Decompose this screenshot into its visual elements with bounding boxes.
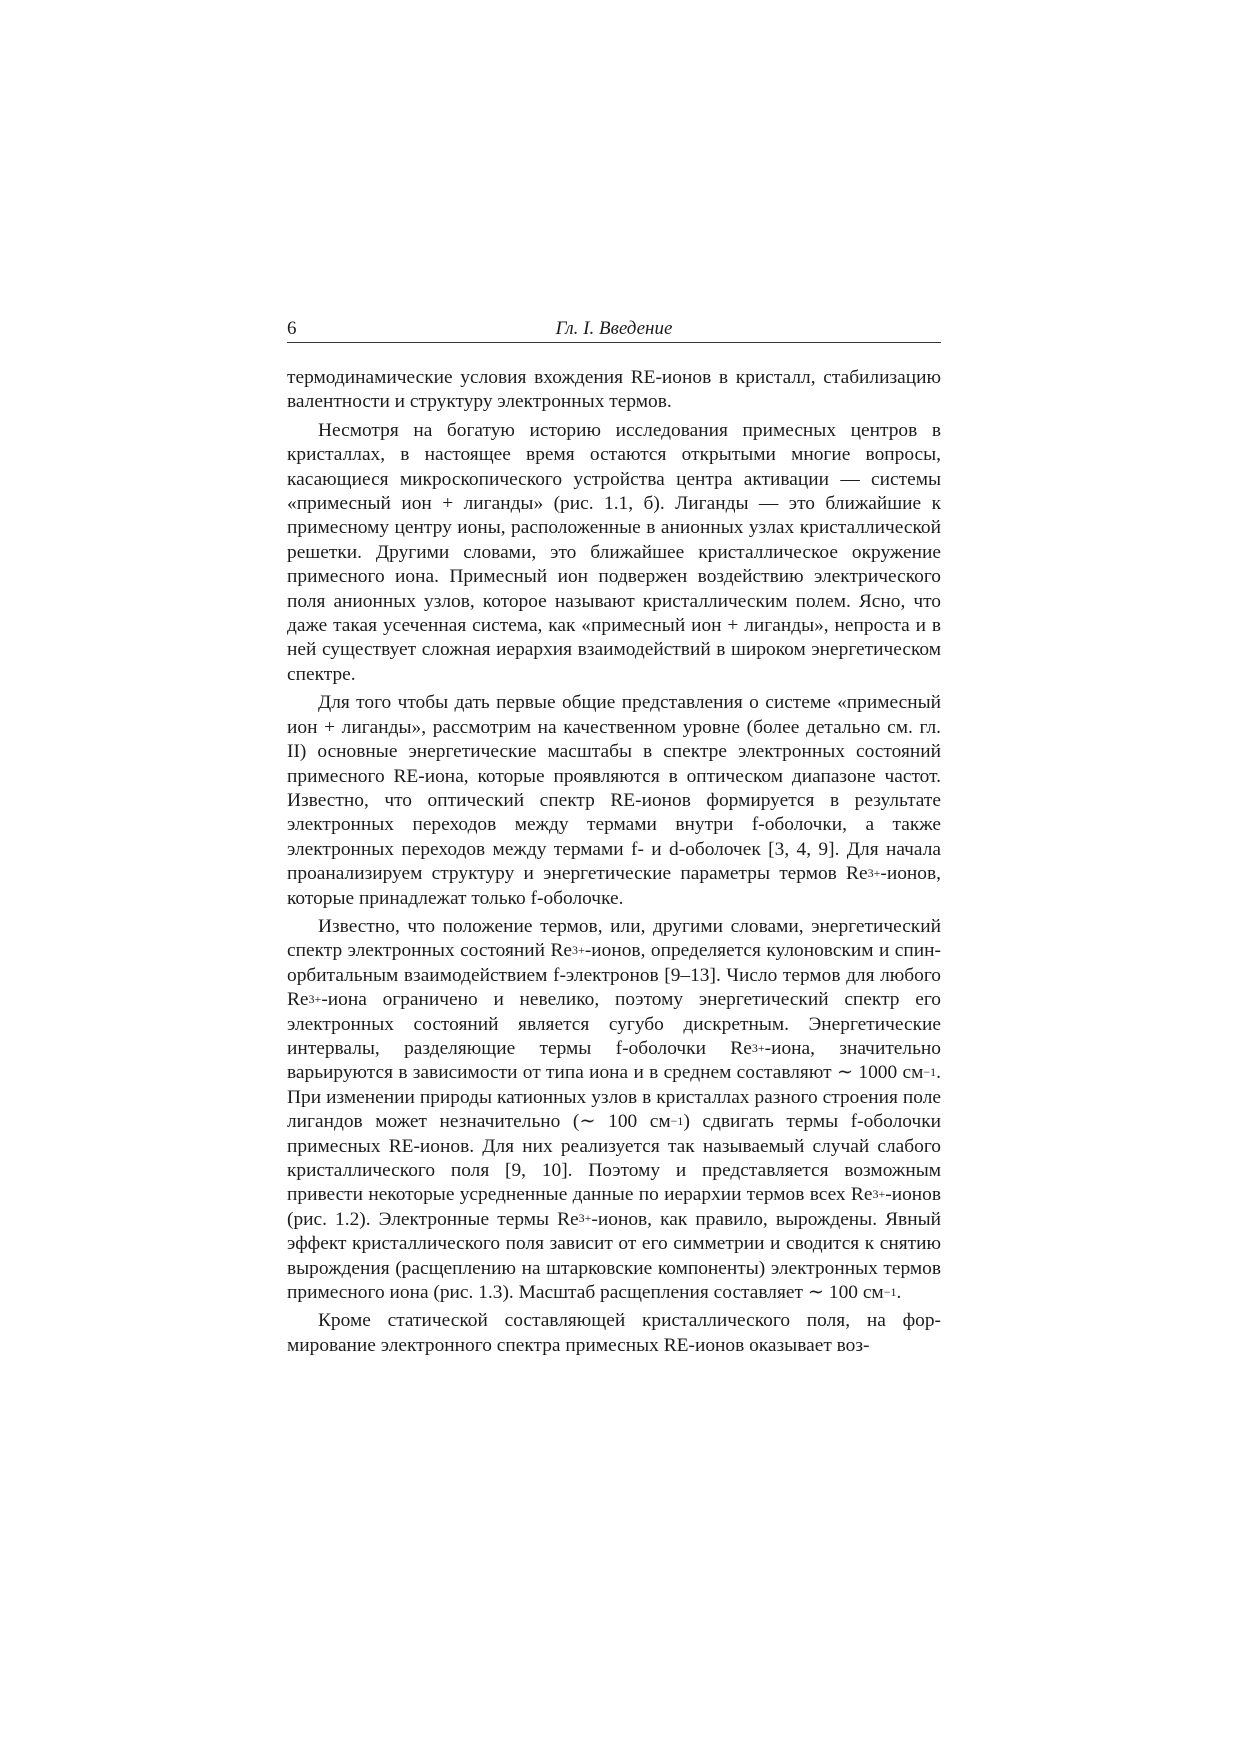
paragraph-4-seg: Известно, что положение термов, или, другими словами, энергетический спектр электронных состояний Re [287, 915, 941, 962]
superscript: 3+ [578, 1211, 592, 1226]
paragraph-4 [287, 915, 941, 1306]
paragraph-3-text: Для того чтобы дать первые общие представления о системе «примесный ион + лиганды», рассмотрим на качественном уровне (более детально см. гл. II) основные энергетические масштабы в спектре электронных состояний примесного RE-иона, которые проявляются в оптическом диапазоне частот. Известно, что оптический спектр RE-ионов формируется в результате электронных переходов между термами внутри f-оболочки, а также электронных переходов между термами f- и d-оболочек [3, 4, 9]. Для начала проанализируем структуру и энергетические параметры термов Re [287, 692, 941, 885]
paragraph-4-seg: ) сдвигать термы f-оболочки примесных RE-ионов. Для них реализуется так называемый случай слабого кристаллического поля [9, 10]. Поэтому и представляется возможным привести некоторые усредненные данные по иерархии термов всех Re [287, 1111, 941, 1206]
paragraph-4-seg: . [896, 1282, 902, 1304]
superscript: −1 [923, 1064, 937, 1079]
paragraph-5-text: Кроме статической составляющей кристаллического поля, на формирование электронного спектра примесных RE-ионов оказывает воз- [287, 1310, 941, 1356]
body-text [287, 366, 941, 1362]
superscript: −1 [883, 1284, 897, 1299]
paragraph-4-seg: -ионов, как правило, вырождены. Явный эффект кристаллического поля зависит от его симметрии и сводится к снятию вырождения (расщеплению на штарковские компоненты) электронных термов примесного иона (рис. 1.3). Масштаб расщепления составляет ∼ 100 см [287, 1208, 941, 1304]
superscript: −1 [670, 1113, 684, 1128]
running-header [287, 318, 941, 343]
paragraph-1 [287, 366, 941, 415]
superscript: 3+ [872, 1187, 886, 1202]
superscript: 3+ [751, 1040, 765, 1055]
paragraph-5 [287, 1309, 941, 1358]
paragraph-3 [287, 691, 941, 911]
superscript: 3+ [867, 865, 881, 880]
superscript: 3+ [308, 991, 322, 1006]
chapter-title: Гл. I. Введение [555, 318, 673, 339]
superscript: 3+ [572, 942, 585, 957]
paragraph-3-text-end: -ионов, которые принадлежат только f-оболочке. [287, 863, 941, 909]
paragraph-2-text: Несмотря на богатую историю исследования примесных центров в кристаллах, в настоящее время остаются открытыми многие вопросы, касающиеся микроскопического устройства центра активации — системы «примесный ион + лиганды» (рис. 1.1, б). Лиганды — это ближайшие к примесному центру ионы, расположенные в анионных узлах кристаллической решетки. Другими словами, это ближайшее кристаллическое окружение примесного иона. Примесный ион подвержен воздействию электрического поля анионных узлов, которое называют кристаллическим полем. Ясно, что даже такая усеченная система, как «примесный ион + лиганды», непроста и в ней существует сложная иерархия взаимодействий в широком энергетическом спектре. [287, 419, 941, 685]
paragraph-4-seg: -иона, значительно варьируются в зависимости от типа иона и в среднем составляют ∼ 1000 см [287, 1037, 941, 1084]
paragraph-4-seg: -иона ограничено и невелико, поэтому энергетический спектр его электронных состояний является сугубо дискретным. Энергетические интервалы, разделяющие термы f-оболочки Re [287, 989, 941, 1059]
paragraph-4-seg: . При изменении природы катионных узлов в кристаллах разного строения поле лигандов может незначительно (∼ 100 см [287, 1062, 941, 1133]
book-page [287, 0, 941, 1754]
paragraph-2 [287, 419, 941, 687]
paragraph-4-seg: -ионов, определяется кулоновским и спин-орбитальным взаимодействием f-электронов [9–13]. Число термов для любого Re [287, 940, 941, 1011]
page-number: 6 [287, 318, 297, 339]
paragraph-1-text: термодинамические условия вхождения RE-ионов в кристалл, стабилизацию валентности и структуру электронных термов. [287, 367, 941, 413]
paragraph-4-seg: -ионов (рис. 1.2). Электронные термы Re [287, 1184, 941, 1230]
